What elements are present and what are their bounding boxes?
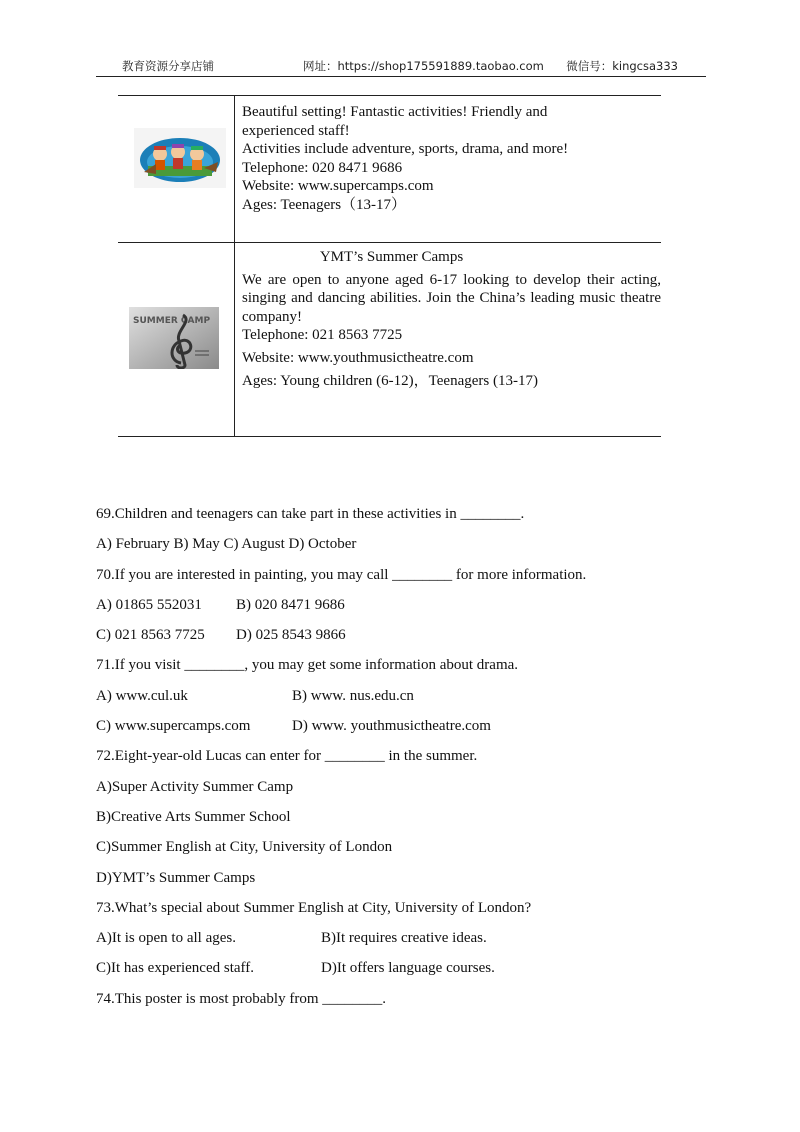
camp-ages: Ages: Teenagers（13-17） (242, 196, 407, 213)
question-71-options-row2 (96, 717, 716, 747)
question-list (96, 505, 716, 1020)
option-b: B) www. nus.edu.cn (292, 687, 414, 704)
wechat-id: 微信号：kingcsa333 (566, 59, 678, 73)
summer-logo-text: SUMMER CAMP (133, 316, 211, 326)
camp-description: We are open to anyone aged 6-17 looking to develop their acting, singing and dancing abilities. Join the China’s leading music theatre company! (242, 271, 661, 325)
option-d: D) www. youthmusictheatre.com (292, 718, 491, 735)
option-d: D)YMT’s Summer Camps (96, 869, 256, 886)
table-divider-vertical (234, 96, 235, 436)
option-d: D) 025 8543 9866 (236, 627, 346, 644)
camp-ages: Ages: Young children (6-12)，Teenagers (13-17) (242, 372, 538, 389)
question-69: 69.Children and teenagers can take part in these activities in ________. (96, 506, 525, 522)
option-a: A) 01865 552031 (96, 596, 202, 613)
option-b: B)Creative Arts Summer School (96, 808, 291, 825)
question-71-options-row1 (96, 687, 716, 717)
question-74: 74.This poster is most probably from ________. (96, 990, 386, 1007)
option-a: A)Super Activity Summer Camp (96, 778, 294, 795)
option-a: A)It is open to all ages. (96, 930, 236, 947)
option-b: B)It requires creative ideas. (321, 930, 487, 947)
question-71: 71.If you visit ________, you may get some information about drama. (96, 657, 519, 674)
summer-camp-music-logo-icon (129, 307, 219, 369)
question-70: 70.If you are interested in painting, you may call ________ for more information. (96, 566, 587, 583)
option-c: C) www.supercamps.com (96, 718, 251, 735)
page-header (96, 54, 706, 77)
question-73-options-row1 (96, 929, 716, 959)
camp-telephone: Telephone: 021 8563 7725 (242, 327, 403, 344)
camp-website: Website: www.supercamps.com (242, 178, 434, 195)
table-divider-horizontal (118, 242, 661, 243)
camp-line: Beautiful setting! Fantastic activities! Friendly and (242, 104, 548, 120)
option-c: C)It has experienced staff. (96, 960, 254, 977)
camp-entry-super-camps (242, 103, 661, 215)
option-b: B) 020 8471 9686 (236, 596, 345, 613)
shop-name: 教育资源分享店铺 (122, 59, 214, 73)
camp-line: Activities include adventure, sports, drama, and more! (242, 141, 569, 158)
camp-title: YMT’s Summer Camps (319, 249, 464, 265)
question-69-options: A) February B) May C) August D) October (96, 536, 357, 553)
cartoon-kids-camp-logo-icon (134, 128, 226, 188)
question-72: 72.Eight-year-old Lucas can enter for ________ in the summer. (96, 748, 478, 765)
question-70-options-row1 (96, 596, 716, 626)
camp-website: Website: www.youthmusictheatre.com (242, 349, 474, 366)
option-c: C)Summer English at City, University of London (96, 839, 393, 856)
question-73-options-row2 (96, 959, 716, 989)
camp-line: experienced staff! (242, 122, 350, 139)
question-70-options-row2 (96, 626, 716, 656)
camp-telephone: Telephone: 020 8471 9686 (242, 159, 403, 176)
option-a: A) www.cul.uk (96, 687, 188, 704)
option-c: C) 021 8563 7725 (96, 627, 205, 644)
question-73: 73.What’s special about Summer English at City, University of London? (96, 899, 532, 916)
camp-entry-ymt (242, 248, 661, 390)
camp-table (118, 95, 661, 437)
option-d: D)It offers language courses. (321, 960, 495, 977)
shop-url: 网址：https://shop175591889.taobao.com (303, 59, 544, 73)
